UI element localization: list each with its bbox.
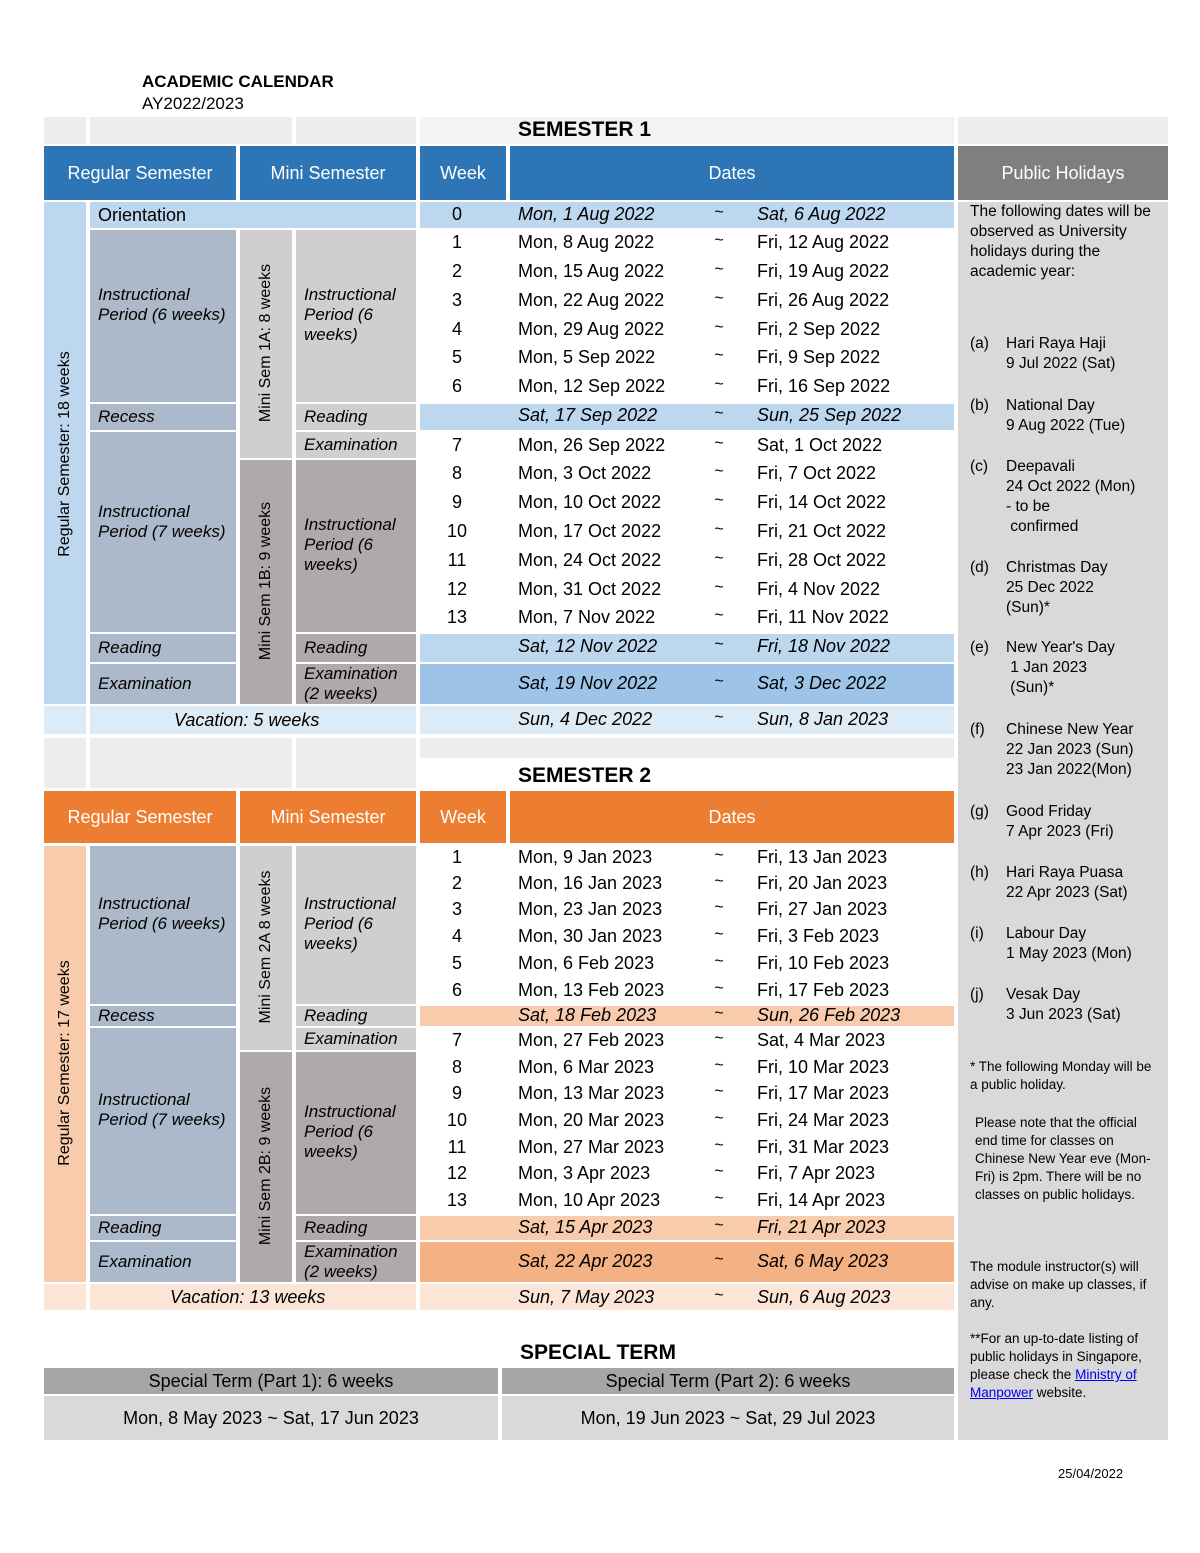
mini-sem-2a-bar: Mini Sem 2A 8 weeks [240,846,292,1050]
col-regular-semester: Regular Semester [44,146,236,200]
tilde-separator: ~ [714,204,724,221]
holiday-item [970,985,1160,1023]
week-number: 8 [451,463,462,483]
tilde-separator: ~ [714,261,724,278]
regular-semester-bar-2: Regular Semester: 17 weeks [44,846,86,1282]
end-date: Sat, 3 Dec 2022 [757,673,887,693]
holiday-key: (f) [970,721,985,738]
tilde-separator: ~ [714,926,724,943]
semester2-title: SEMESTER 2 [518,764,652,787]
tilde-separator: ~ [714,1005,724,1022]
start-date: Mon, 29 Aug 2022 [518,319,665,339]
note-monday: * The following Monday will be a public holiday. [970,1059,1152,1092]
start-date: Mon, 23 Jan 2023 [518,899,663,919]
end-date: Sun, 26 Feb 2023 [757,1005,901,1025]
tilde-separator: ~ [714,492,724,509]
holiday-key: (g) [970,803,989,820]
start-date: Mon, 27 Mar 2023 [518,1137,665,1157]
mini-sem-1a-bar: Mini Sem 1A: 8 weeks [240,230,292,458]
end-date: Fri, 17 Feb 2023 [757,980,890,1000]
holiday-text: Hari Raya Haji 9 Jul 2022 (Sat) [1006,335,1116,372]
start-date: Sun, 4 Dec 2022 [518,709,653,729]
holiday-item [970,863,1160,901]
tilde-separator: ~ [714,636,724,653]
week-number: 3 [451,290,462,310]
end-date: Fri, 12 Aug 2022 [757,232,890,252]
tilde-separator: ~ [714,347,724,364]
col-dates-2: Dates [510,791,954,843]
start-date: Mon, 17 Oct 2022 [518,521,662,541]
week-number: 5 [451,347,462,367]
spacer [420,117,954,144]
start-date: Sat, 12 Nov 2022 [518,636,658,656]
week-number: 4 [451,926,462,946]
holiday-item [970,396,1160,434]
end-date: Fri, 28 Oct 2022 [757,550,887,570]
mini-exam-2a: Examination [296,1028,416,1050]
special-term-part1: Special Term (Part 1): 6 weeks [44,1368,498,1394]
start-date: Mon, 20 Mar 2023 [518,1110,665,1130]
recess-1: Recess [90,404,236,430]
mini-sem-1b-bar: Mini Sem 1B: 9 weeks [240,460,292,704]
start-date: Mon, 30 Jan 2023 [518,926,663,946]
holiday-text: Chinese New Year 22 Jan 2023 (Sun) 23 Jan 2022(Mon) [1006,721,1134,778]
week-number: 2 [451,873,462,893]
tilde-separator: ~ [714,1057,724,1074]
reading-2: Reading [90,1216,236,1240]
end-date: Fri, 4 Nov 2022 [757,579,881,599]
holiday-text: Good Friday 7 Apr 2023 (Fri) [1006,803,1114,840]
holiday-text: Labour Day 1 May 2023 (Mon) [1006,925,1132,962]
week-number: 10 [446,1110,468,1130]
mini-reading-2b: Reading [296,1216,416,1240]
start-date: Sat, 18 Feb 2023 [518,1005,657,1025]
start-date: Mon, 5 Sep 2022 [518,347,656,367]
col-public-holidays: Public Holidays [958,146,1168,200]
mini-reading-2a: Reading [296,1006,416,1026]
start-date: Mon, 16 Jan 2023 [518,873,663,893]
mini-sem-2b-bar: Mini Sem 2B: 9 weeks [240,1052,292,1282]
mini-exam-1b: Examination (2 weeks) [296,664,416,704]
end-date: Fri, 17 Mar 2023 [757,1083,890,1103]
vacation-spacer-2 [44,1284,86,1310]
week-number: 12 [446,579,468,599]
week-number: 9 [451,492,462,512]
end-date: Fri, 20 Jan 2023 [757,873,888,893]
start-date: Mon, 1 Aug 2022 [518,204,655,224]
tilde-separator: ~ [714,1287,724,1304]
mini-instructional-1a: Instructional Period (6 weeks) [296,230,416,402]
start-date: Mon, 7 Nov 2022 [518,607,656,627]
col-mini-semester: Mini Semester [240,146,416,200]
tilde-separator: ~ [714,550,724,567]
special-term-dates2: Mon, 19 Jun 2023 ~ Sat, 29 Jul 2023 [502,1396,954,1440]
week-number: 1 [451,232,462,252]
holiday-key: (i) [970,925,984,942]
start-date: Mon, 22 Aug 2022 [518,290,665,310]
orientation-row [90,202,416,228]
tilde-separator: ~ [714,709,724,726]
reading-1: Reading [90,634,236,662]
special-term-dates1: Mon, 8 May 2023 ~ Sat, 17 Jun 2023 [44,1396,498,1440]
end-date: Fri, 11 Nov 2022 [757,607,889,627]
week-number: 1 [451,847,462,867]
tilde-separator: ~ [714,319,724,336]
week-number: 5 [451,953,462,973]
end-date: Fri, 16 Sep 2022 [757,376,891,396]
start-date: Mon, 13 Feb 2023 [518,980,665,1000]
tilde-separator: ~ [714,953,724,970]
end-date: Fri, 7 Apr 2023 [757,1163,876,1183]
tilde-separator: ~ [714,579,724,596]
week-number: 6 [451,376,462,396]
end-date: Sun, 8 Jan 2023 [757,709,889,729]
spacer [90,738,292,788]
note-makeup: The module instructor(s) will advise on make up classes, if any. [970,1259,1147,1310]
end-date: Fri, 2 Sep 2022 [757,319,881,339]
holidays-intro: The following dates will be observed as University holidays during the academic year: [970,203,1151,280]
holiday-item [970,558,1160,616]
tilde-separator: ~ [714,290,724,307]
col-week-2: Week [420,791,506,843]
mini-reading-1a: Reading [296,404,416,430]
note-cny: Please note that the official end time for classes on Chinese New Year eve (Mon-Fri) is 2pm. There will be no classes on public holidays. [975,1115,1151,1202]
holiday-item [970,924,1160,962]
mini-instructional-2b: Instructional Period (6 weeks) [296,1052,416,1214]
tilde-separator: ~ [714,232,724,249]
start-date: Mon, 24 Oct 2022 [518,550,662,570]
mini-instructional-2a: Instructional Period (6 weeks) [296,846,416,1004]
end-date: Fri, 21 Apr 2023 [757,1217,886,1237]
tilde-separator: ~ [714,435,724,452]
holiday-text: National Day 9 Aug 2022 (Tue) [1006,397,1126,434]
end-date: Fri, 9 Sep 2022 [757,347,881,367]
end-date: Fri, 26 Aug 2022 [757,290,890,310]
page-subtitle: AY2022/2023 [142,94,244,113]
end-date: Fri, 7 Oct 2022 [757,463,877,483]
tilde-separator: ~ [714,873,724,890]
start-date: Sat, 19 Nov 2022 [518,673,658,693]
end-date: Fri, 3 Feb 2023 [757,926,880,946]
week-number: 2 [451,261,462,281]
vacation-row-1: Vacation: 5 weeks [90,706,416,734]
week-number: 0 [451,204,462,224]
start-date: Mon, 26 Sep 2022 [518,435,666,455]
end-date: Fri, 21 Oct 2022 [757,521,887,541]
holiday-text: Deepavali 24 Oct 2022 (Mon) - to be confirmed [1006,458,1136,535]
vacation-spacer [44,706,86,734]
tilde-separator: ~ [714,673,724,690]
instructional-period-3: Instructional Period (6 weeks) [90,846,236,1004]
tilde-separator: ~ [714,899,724,916]
tilde-separator: ~ [714,1190,724,1207]
spacer [90,117,292,144]
week-number: 6 [451,980,462,1000]
holiday-item [970,802,1160,840]
ministry-of-manpower-link[interactable]: Ministry of Manpower [970,1367,1137,1400]
holiday-key: (d) [970,559,989,576]
start-date: Sun, 7 May 2023 [518,1287,655,1307]
end-date: Fri, 14 Apr 2023 [757,1190,886,1210]
special-term-title: SPECIAL TERM [520,1341,676,1364]
tilde-separator: ~ [714,607,724,624]
regular-semester-bar [44,202,86,704]
holiday-text: Christmas Day 25 Dec 2022 (Sun)* [1006,559,1108,616]
holiday-key: (h) [970,864,989,881]
week-number: 13 [446,607,468,627]
start-date: Mon, 10 Apr 2023 [518,1190,661,1210]
start-date: Mon, 3 Oct 2022 [518,463,652,483]
week-number: 13 [446,1190,468,1210]
start-date: Mon, 13 Mar 2023 [518,1083,665,1103]
tilde-separator: ~ [714,980,724,997]
tilde-separator: ~ [714,847,724,864]
start-date: Sat, 17 Sep 2022 [518,405,658,425]
week-number: 9 [451,1083,462,1103]
col-mini-semester-2: Mini Semester [240,791,416,843]
tilde-separator: ~ [714,405,724,422]
mini-instructional-1b: Instructional Period (6 weeks) [296,460,416,632]
semester1-title: SEMESTER 1 [518,118,652,141]
tilde-separator: ~ [714,1030,724,1047]
start-date: Mon, 10 Oct 2022 [518,492,662,512]
week-number: 12 [446,1163,468,1183]
start-date: Mon, 12 Sep 2022 [518,376,666,396]
end-date: Sat, 4 Mar 2023 [757,1030,886,1050]
week-number: 11 [447,550,467,570]
vacation-row-2: Vacation: 13 weeks [90,1284,416,1310]
holiday-item [970,457,1160,535]
tilde-separator: ~ [714,1110,724,1127]
examination-2: Examination [90,1242,236,1282]
start-date: Mon, 31 Oct 2022 [518,579,662,599]
holiday-key: (e) [970,639,989,656]
holiday-item [970,334,1160,372]
regular-semester-label: Regular Semester: 18 weeks [56,351,73,557]
holiday-text: Vesak Day 3 Jun 2023 (Sat) [1006,986,1121,1023]
instructional-period-1: Instructional Period (6 weeks) [90,230,236,402]
tilde-separator: ~ [714,1217,724,1234]
end-date: Fri, 13 Jan 2023 [757,847,888,867]
start-date: Mon, 15 Aug 2022 [518,261,665,281]
instructional-period-4: Instructional Period (7 weeks) [90,1028,236,1214]
spacer [44,117,86,144]
start-date: Sat, 22 Apr 2023 [518,1251,653,1271]
spacer [958,117,1168,144]
start-date: Mon, 6 Feb 2023 [518,953,655,973]
end-date: Fri, 14 Oct 2022 [757,492,887,512]
col-dates: Dates [510,146,954,200]
start-date: Mon, 8 Aug 2022 [518,232,655,252]
orientation-label: Orientation [98,205,187,225]
tilde-separator: ~ [714,1251,724,1268]
tilde-separator: ~ [714,463,724,480]
week-number: 4 [451,319,462,339]
holiday-key: (b) [970,397,989,414]
instructional-period-2: Instructional Period (7 weeks) [90,432,236,632]
week-number: 11 [447,1137,467,1157]
col-week: Week [420,146,506,200]
week-number: 8 [451,1057,462,1077]
spacer [296,117,416,144]
start-date: Mon, 9 Jan 2023 [518,847,653,867]
mini-exam-1a: Examination [296,432,416,458]
end-date: Fri, 24 Mar 2023 [757,1110,890,1130]
end-date: Fri, 10 Feb 2023 [757,953,890,973]
end-date: Sat, 1 Oct 2022 [757,435,883,455]
holiday-key: (j) [970,986,984,1003]
start-date: Mon, 6 Mar 2023 [518,1057,655,1077]
holiday-text: Hari Raya Puasa 22 Apr 2023 (Sat) [1006,864,1128,901]
end-date: Fri, 18 Nov 2022 [757,636,891,656]
week-number: 3 [451,899,462,919]
footer-date: 25/04/2022 [1058,1466,1124,1481]
tilde-separator: ~ [714,1083,724,1100]
start-date: Sat, 15 Apr 2023 [518,1217,653,1237]
spacer [420,738,954,758]
note-mom: **For an up-to-date listing of public holidays in Singapore, please check the Ministry of Manpower website. [970,1331,1142,1400]
end-date: Sun, 25 Sep 2022 [757,405,902,425]
end-date: Fri, 10 Mar 2023 [757,1057,890,1077]
page-title: ACADEMIC CALENDAR [142,72,334,91]
special-term-part2: Special Term (Part 2): 6 weeks [502,1368,954,1394]
col-regular-semester-2: Regular Semester [44,791,236,843]
end-date: Sat, 6 Aug 2022 [757,204,886,224]
holiday-item [970,638,1160,696]
mini-exam-2b: Examination (2 weeks) [296,1242,416,1282]
holiday-item [970,720,1160,778]
holiday-key: (a) [970,335,989,352]
mini-reading-1b: Reading [296,634,416,662]
week-number: 10 [446,521,468,541]
tilde-separator: ~ [714,1163,724,1180]
start-date: Mon, 27 Feb 2023 [518,1030,665,1050]
spacer [44,738,86,788]
start-date: Mon, 3 Apr 2023 [518,1163,651,1183]
end-date: Fri, 27 Jan 2023 [757,899,888,919]
recess-2: Recess [90,1006,236,1026]
tilde-separator: ~ [714,376,724,393]
end-date: Sat, 6 May 2023 [757,1251,889,1271]
holiday-text: New Year's Day 1 Jan 2023 (Sun)* [1006,639,1115,696]
week-number: 7 [451,435,462,455]
end-date: Fri, 31 Mar 2023 [757,1137,890,1157]
tilde-separator: ~ [714,521,724,538]
tilde-separator: ~ [714,1137,724,1154]
spacer [296,738,416,788]
end-date: Fri, 19 Aug 2022 [757,261,890,281]
week-number: 7 [451,1030,462,1050]
end-date: Sun, 6 Aug 2023 [757,1287,891,1307]
holiday-key: (c) [970,458,989,475]
examination-1: Examination [90,664,236,704]
